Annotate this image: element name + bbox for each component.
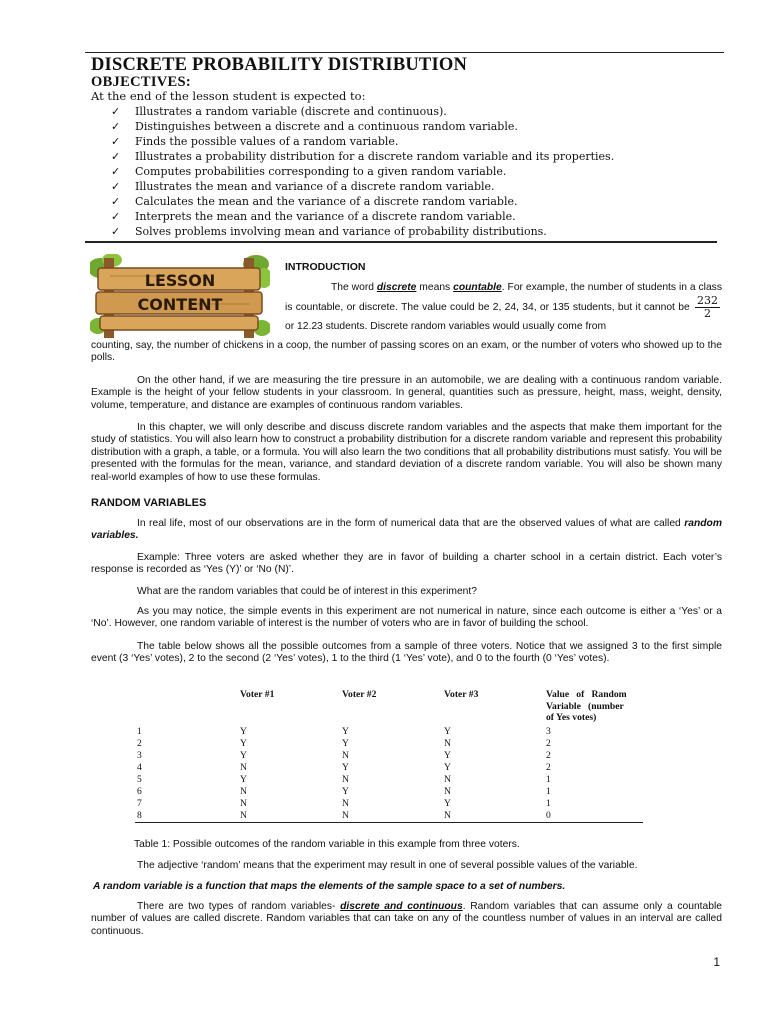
table-caption: Table 1: Possible outcomes of the random variable in this example from three voters. [134, 839, 520, 850]
closing-paragraph-2: There are two types of random variables- discrete and continuous. Random variables that can assume only a countable number of values are called discrete. Random variables that can take on any of the countless number of values in an interval are called continuous. [91, 901, 722, 937]
table-row: 2 Y Y N 2 [137, 738, 551, 749]
fraction: $\frac{232}{2}$ [697, 294, 718, 320]
checkmark-icon: ✓ [111, 225, 121, 238]
objective-item: ✓ Distinguishes between a discrete and a continuous random variable. [111, 120, 518, 133]
table-row: 1 Y Y Y 3 [137, 726, 551, 737]
table-row: 6 N Y N 1 [137, 786, 551, 797]
objective-item: ✓ Illustrates a probability distribution for a discrete random variable and its properties. [111, 150, 615, 163]
objectives-list [111, 104, 614, 239]
checkmark-icon: ✓ [111, 105, 121, 118]
table-header-voter-2: Voter #2 [342, 689, 377, 700]
lesson-content-sign-icon [90, 254, 270, 340]
checkmark-icon: ✓ [111, 120, 121, 133]
sign-line-1: LESSON [144, 271, 216, 290]
objective-item: ✓ Illustrates a random variable (discrete and continuous). [111, 105, 447, 118]
objective-item: ✓ Finds the possible values of a random variable. [111, 135, 399, 148]
objective-item: ✓ Computes probabilities corresponding to a given random variable. [111, 165, 507, 178]
table-row: 4 N Y Y 2 [137, 762, 551, 773]
checkmark-icon: ✓ [111, 135, 121, 148]
objective-item: ✓ Solves problems involving mean and variance of probability distributions. [111, 225, 547, 238]
table-row: 7 N N Y 1 [137, 798, 551, 809]
intro-paragraph-3: In this chapter, we will only describe and discuss discrete random variables and the aspects that make them important for the study of statistics. You will also learn how to construct a probability distribution for a discrete random variable and represent this probability distribution with a graph, a table, or a formula. You will also learn the two conditions that all probability distributions must satisfy. You will be presented with the formulas for the mean, variance, and standard deviation of a discrete random variable. You will also be shown many real-world examples of how to use these formulas. [91, 422, 722, 483]
checkmark-icon: ✓ [111, 150, 121, 163]
rv-paragraph-1: In real life, most of our observations are in the form of numerical data that are the observed values of what are called random variables. [91, 518, 722, 542]
objectives-intro: At the end of the lesson student is expected to: [91, 89, 366, 103]
sign-line-2: CONTENT [137, 295, 223, 314]
rv-paragraph-4: As you may notice, the simple events in this experiment are not numerical in nature, since each outcome is either a ‘Yes’ or a ‘No’. However, one random variable of interest is the number of voters who are in favor of building the school. [91, 606, 722, 630]
objective-item: ✓ Interprets the mean and the variance of a discrete random variable. [111, 210, 516, 223]
closing-paragraph-1: The adjective ‘random’ means that the experiment may result in one of several possible values of the variable. [137, 860, 638, 871]
objective-item: ✓ Calculates the mean and the variance of a discrete random variable. [111, 195, 518, 208]
rv-paragraph-2: Example: Three voters are asked whether they are in favor of building a charter school in a certain district. Each voter’s response is recorded as ‘Yes (Y)’ or ‘No (N)’. [91, 552, 722, 576]
top-rule [85, 52, 724, 53]
page-title: DISCRETE PROBABILITY DISTRIBUTION [91, 55, 468, 75]
page-number: 1 [713, 955, 720, 969]
checkmark-icon: ✓ [111, 210, 121, 223]
table-row: 3 Y N Y 2 [137, 750, 551, 761]
checkmark-icon: ✓ [111, 165, 121, 178]
table-header-voter-3: Voter #3 [444, 689, 479, 700]
objective-item: ✓ Illustrates the mean and variance of a discrete random variable. [111, 180, 495, 193]
section-rule [85, 241, 717, 243]
random-variables-heading: RANDOM VARIABLES [91, 497, 207, 509]
rv-paragraph-5: The table below shows all the possible outcomes from a sample of three voters. Notice that we assigned 3 to the first simple event (3 ‘Yes’ votes), 2 to the second (2 ‘Yes’ votes), 1 to the third (1 ‘Yes’ vote), and 0 to the fourth (0 ‘Yes’ votes). [91, 641, 722, 665]
definition-statement: A random variable is a function that maps the elements of the sample space to a set of numbers. [93, 881, 566, 892]
rv-paragraph-3: What are the random variables that could be of interest in this experiment? [137, 586, 477, 597]
objectives-heading: OBJECTIVES: [91, 74, 191, 90]
table-row: 5 Y N N 1 [137, 774, 551, 785]
table-bottom-rule [135, 822, 643, 823]
table-header-value: Value of Random Variable (number of Yes votes) [546, 689, 627, 723]
table-row: 8 N N N 0 [137, 810, 551, 821]
intro-paragraph-1-continued: counting, say, the number of chickens in a coop, the number of passing scores on an exam, or the number of voters who showed up to the polls. [91, 340, 722, 364]
checkmark-icon: ✓ [111, 180, 121, 193]
intro-paragraph-2: On the other hand, if we are measuring the tire pressure in an automobile, we are dealing with a continuous random variable. Example is the height of your fellow students in your classroom. In general, quantities such as pressure, height, mass, weight, density, volume, temperature, and distance are examples of continuous random variables. [91, 375, 722, 411]
checkmark-icon: ✓ [111, 195, 121, 208]
intro-paragraph-1: The word discrete means countable. For example, the number of students in a class is countable, or discrete. The value could be 2, 24, 34, or 135 students, but it cannot be $\frac{232}{2}$ or 12.23 students. Discrete random variables would usually come from [285, 282, 722, 332]
introduction-heading: INTRODUCTION [285, 261, 366, 273]
table-header-voter-1: Voter #1 [240, 689, 275, 700]
